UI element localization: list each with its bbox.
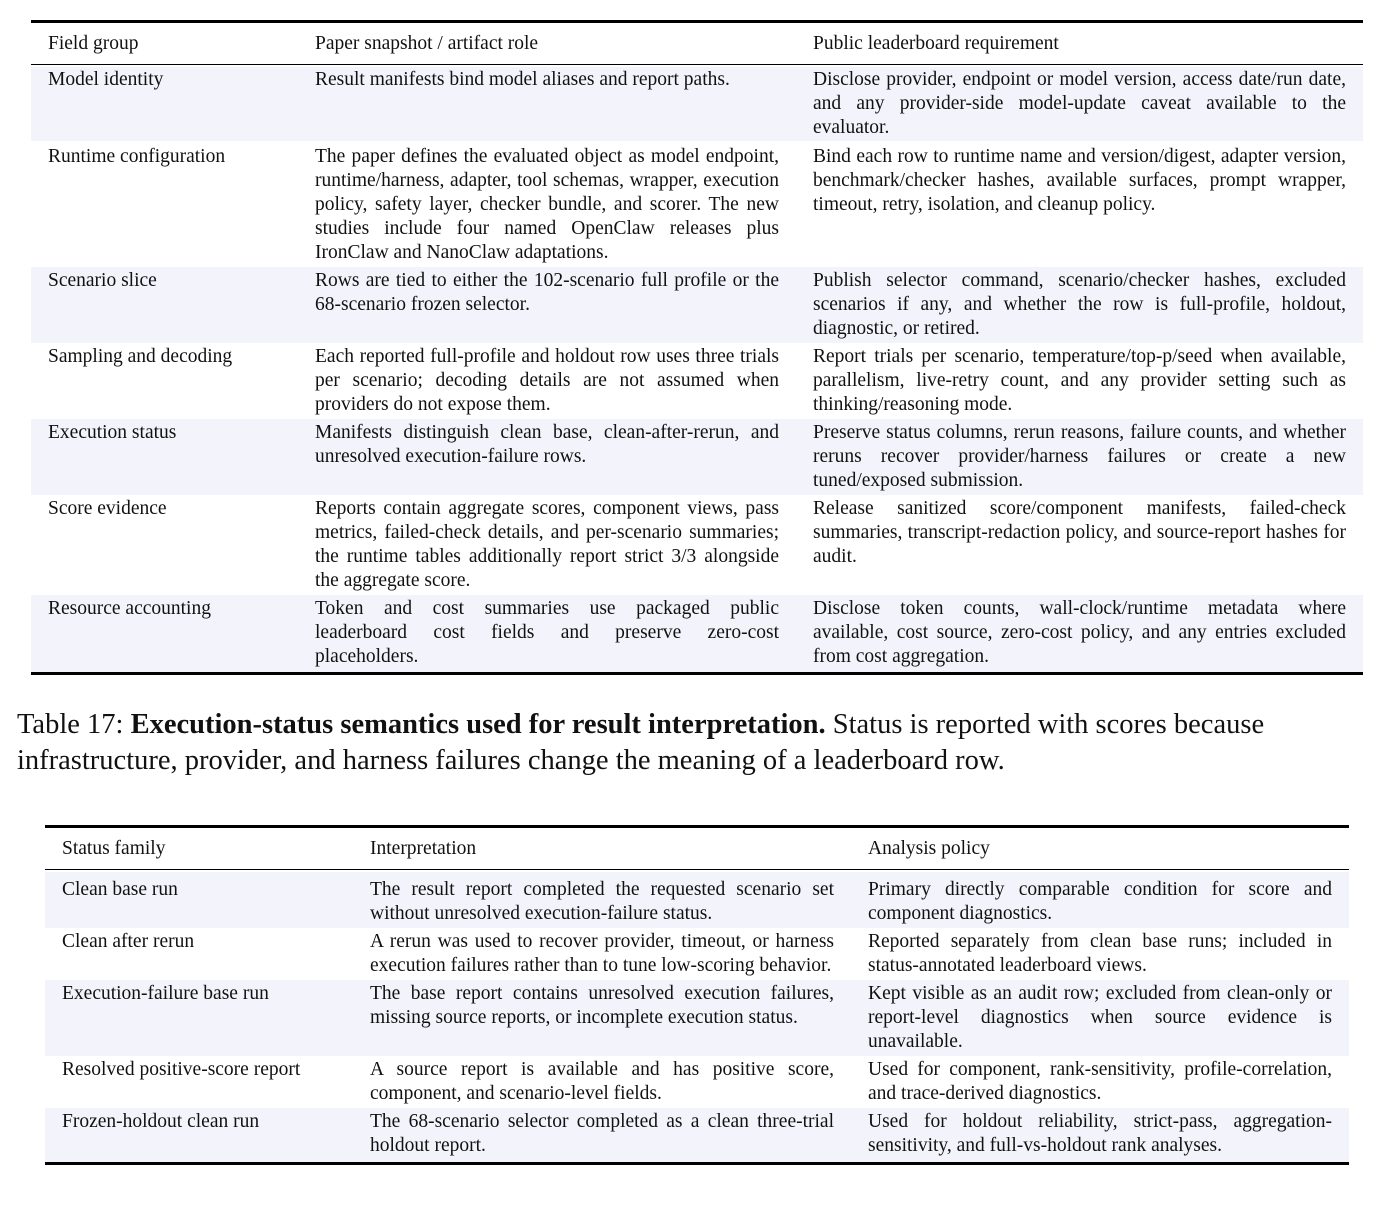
table-row bbox=[31, 141, 1363, 267]
header-leaderboard-requirement: Public leaderboard requirement bbox=[813, 33, 1059, 54]
table-header-row bbox=[31, 23, 1363, 64]
row-requirement: Bind each row to runtime name and version/digest, adapter version, benchmark/checker hashes, available surfaces, prompt wrapper, timeout, retry, isolation, and cleanup policy. bbox=[813, 146, 1346, 215]
caption-bold: Execution-status semantics used for result interpretation. bbox=[130, 709, 826, 740]
row-label: Runtime configuration bbox=[48, 146, 226, 167]
row-interpretation: A rerun was used to recover provider, timeout, or harness execution failures rather than to tune low-scoring behavior. bbox=[370, 931, 834, 976]
row-requirement: Publish selector command, scenario/checker hashes, excluded scenarios if any, and whether the row is full-profile, holdout, diagnostic, or retired. bbox=[813, 270, 1346, 339]
row-label: Model identity bbox=[48, 69, 164, 90]
table-row bbox=[45, 872, 1349, 928]
row-requirement: Report trials per scenario, temperature/top-p/seed when available, parallelism, live-retry count, and any provider setting such as thinking/reasoning mode. bbox=[813, 346, 1346, 415]
row-requirement: Disclose token counts, wall-clock/runtime metadata where available, cost source, zero-cost policy, and any entries excluded from cost aggregation. bbox=[813, 598, 1346, 667]
table-row bbox=[31, 343, 1363, 419]
table-row bbox=[45, 928, 1349, 980]
row-label: Frozen-holdout clean run bbox=[62, 1111, 260, 1132]
row-label: Sampling and decoding bbox=[48, 346, 233, 367]
caption-text: Status is reported with scores because infrastructure, provider, and harness failures change the meaning of a leaderboard row. bbox=[17, 709, 1265, 776]
caption-label: Table 17: bbox=[17, 709, 131, 740]
row-label: Resource accounting bbox=[48, 598, 211, 619]
table-row bbox=[31, 495, 1363, 595]
row-snapshot: Manifests distinguish clean base, clean-after-rerun, and unresolved execution-failure rows. bbox=[315, 422, 779, 467]
table-row bbox=[31, 595, 1363, 672]
row-label: Score evidence bbox=[48, 498, 167, 519]
table-bottom-rule bbox=[45, 1162, 1349, 1165]
row-policy: Used for holdout reliability, strict-pass, aggregation-sensitivity, and full-vs-holdout rank analyses. bbox=[868, 1111, 1332, 1156]
header-field-group: Field group bbox=[48, 33, 139, 54]
status-table bbox=[45, 825, 1349, 1165]
row-snapshot: Each reported full-profile and holdout row uses three trials per scenario; decoding details are not assumed when providers do not expose them. bbox=[315, 346, 779, 415]
row-snapshot: Reports contain aggregate scores, component views, pass metrics, failed-check details, and per-scenario summaries; the runtime tables additionally report strict 3/3 alongside the aggregate score. bbox=[315, 498, 779, 591]
row-label: Execution-failure base run bbox=[62, 983, 269, 1004]
requirements-table bbox=[31, 20, 1363, 675]
row-interpretation: The result report completed the requested scenario set without unresolved execution-failure status. bbox=[370, 879, 834, 924]
row-policy: Kept visible as an audit row; excluded from clean-only or report-level diagnostics when source evidence is unavailable. bbox=[868, 983, 1332, 1052]
table-row bbox=[45, 980, 1349, 1056]
row-snapshot: The paper defines the evaluated object as model endpoint, runtime/harness, adapter, tool schemas, wrapper, execution policy, safety layer, checker bundle, and scorer. The new studies include four named OpenClaw releases plus IronClaw and NanoClaw adaptations. bbox=[315, 146, 779, 263]
row-interpretation: A source report is available and has positive score, component, and scenario-level fields. bbox=[370, 1059, 834, 1104]
table-row bbox=[31, 67, 1363, 141]
table-row bbox=[45, 1108, 1349, 1162]
table-bottom-rule bbox=[31, 672, 1363, 675]
row-policy: Primary directly comparable condition for score and component diagnostics. bbox=[868, 879, 1332, 924]
table-row bbox=[45, 1056, 1349, 1108]
table-row bbox=[31, 267, 1363, 343]
row-label: Clean after rerun bbox=[62, 931, 195, 952]
header-status-family: Status family bbox=[62, 838, 166, 859]
row-snapshot: Rows are tied to either the 102-scenario full profile or the 68-scenario frozen selector. bbox=[315, 270, 779, 315]
header-interpretation: Interpretation bbox=[370, 838, 477, 859]
row-label: Resolved positive-score report bbox=[62, 1059, 301, 1080]
row-policy: Reported separately from clean base runs; included in status-annotated leaderboard views. bbox=[868, 931, 1332, 976]
row-interpretation: The 68-scenario selector completed as a clean three-trial holdout report. bbox=[370, 1111, 834, 1156]
row-requirement: Release sanitized score/component manifests, failed-check summaries, transcript-redaction policy, and source-report hashes for audit. bbox=[813, 498, 1346, 567]
row-snapshot: Token and cost summaries use packaged public leaderboard cost fields and preserve zero-cost placeholders. bbox=[315, 598, 779, 667]
row-label: Clean base run bbox=[62, 879, 178, 900]
header-analysis-policy: Analysis policy bbox=[868, 838, 990, 859]
row-interpretation: The base report contains unresolved execution failures, missing source reports, or incomplete execution status. bbox=[370, 983, 834, 1028]
row-label: Scenario slice bbox=[48, 270, 157, 291]
row-policy: Used for component, rank-sensitivity, profile-correlation, and trace-derived diagnostics. bbox=[868, 1059, 1332, 1104]
row-label: Execution status bbox=[48, 422, 177, 443]
row-requirement: Disclose provider, endpoint or model version, access date/run date, and any provider-side model-update caveat available to the evaluator. bbox=[813, 69, 1346, 138]
table-row bbox=[31, 419, 1363, 495]
row-requirement: Preserve status columns, rerun reasons, failure counts, and whether reruns recover provider/harness failures or create a new tuned/exposed submission. bbox=[813, 422, 1346, 491]
row-snapshot: Result manifests bind model aliases and report paths. bbox=[315, 69, 730, 90]
header-paper-snapshot: Paper snapshot / artifact role bbox=[315, 33, 539, 54]
table-caption bbox=[17, 707, 1379, 779]
table-header-row bbox=[45, 828, 1349, 869]
